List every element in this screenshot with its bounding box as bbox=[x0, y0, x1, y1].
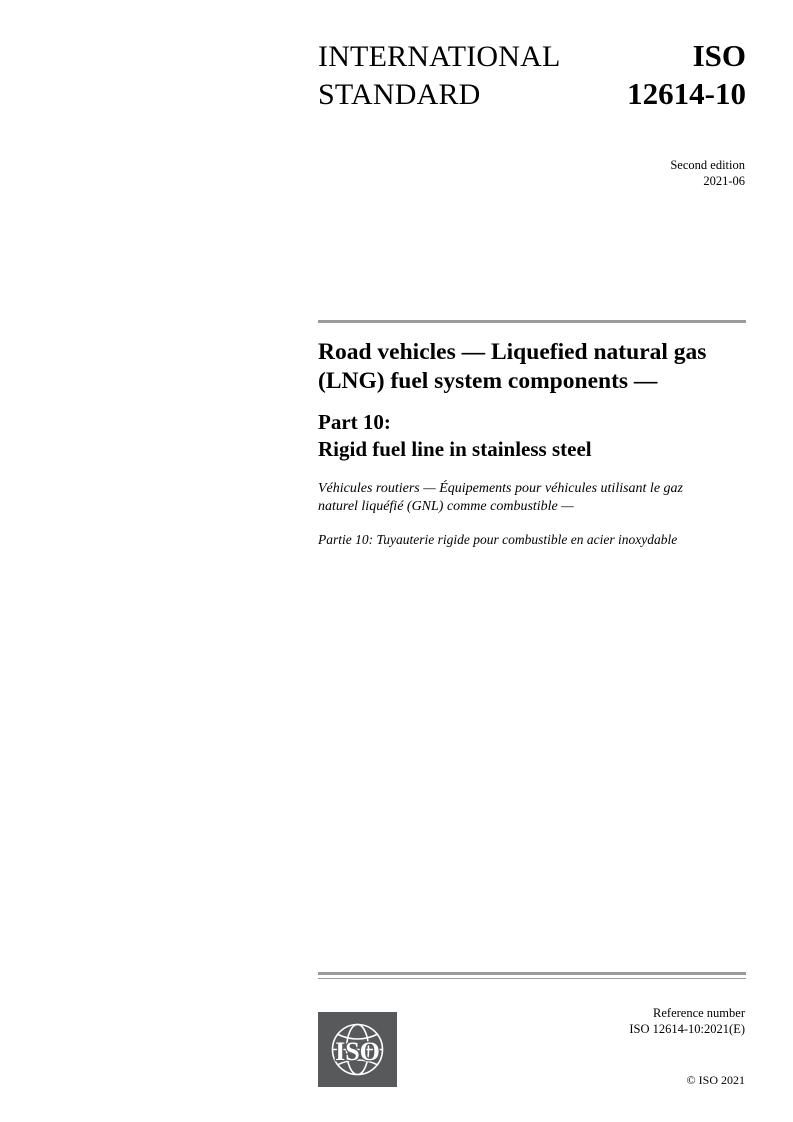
page-title: Road vehicles — Liquefied natural gas (LNG) fuel system components — bbox=[318, 339, 707, 394]
reference-block bbox=[629, 1005, 745, 1038]
document-header bbox=[318, 38, 746, 113]
org-name: ISO bbox=[692, 38, 746, 73]
reference-value: ISO 12614-10:2021(E) bbox=[629, 1022, 745, 1037]
reference-label: Reference number bbox=[653, 1006, 745, 1020]
standard-type bbox=[318, 38, 561, 113]
iso-globe-icon bbox=[318, 1012, 397, 1087]
divider-bottom-thin bbox=[318, 978, 746, 979]
part-title: Rigid fuel line in stainless steel bbox=[318, 436, 592, 461]
standard-type-line-2: STANDARD bbox=[318, 77, 481, 111]
standard-number: 12614-10 bbox=[627, 75, 746, 111]
standard-type-line-1: INTERNATIONAL bbox=[318, 40, 561, 73]
divider-top bbox=[318, 320, 746, 323]
edition-date: 2021-06 bbox=[703, 173, 745, 188]
copyright-notice: © ISO 2021 bbox=[686, 1073, 745, 1087]
part-number: Part 10: bbox=[318, 410, 391, 435]
standard-identifier bbox=[627, 38, 746, 112]
french-part-title: Partie 10: Tuyauterie rigide pour combustible en acier inoxydable bbox=[318, 532, 678, 548]
divider-bottom-thick bbox=[318, 972, 746, 975]
edition-block bbox=[670, 158, 745, 189]
iso-logo-text: ISO bbox=[335, 1037, 380, 1066]
iso-logo bbox=[318, 1012, 397, 1087]
french-title: Véhicules routiers — Équipements pour véhicules utilisant le gaz naturel liquéfié (GNL) comme combustible — bbox=[318, 480, 683, 515]
edition-label: Second edition bbox=[670, 158, 745, 172]
title-block bbox=[318, 338, 748, 549]
